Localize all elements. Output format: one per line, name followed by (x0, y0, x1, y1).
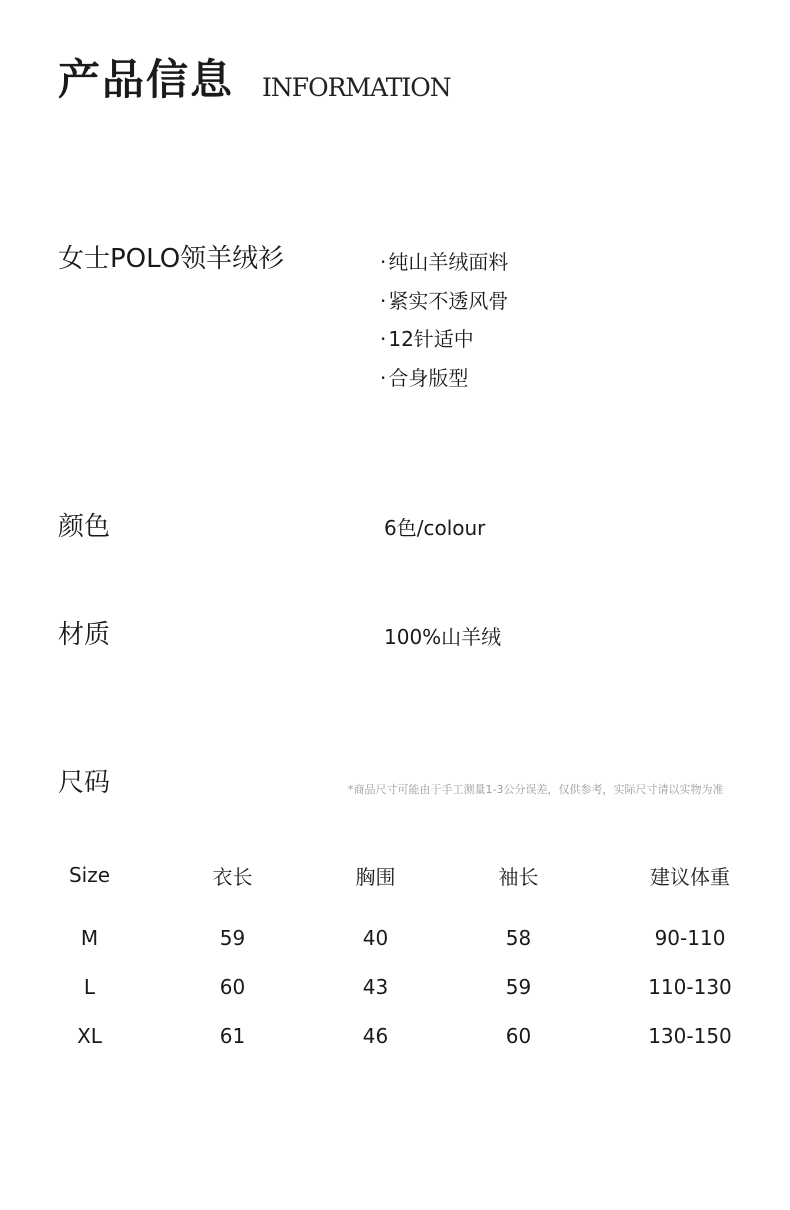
feature-item: · 12针适中 (380, 320, 508, 359)
table-cell: 46 (362, 1023, 389, 1048)
table-cell: 43 (362, 974, 389, 999)
feature-item: · 紧实不透风骨 (380, 282, 508, 321)
feature-item: · 纯山羊绒面料 (380, 243, 508, 282)
color-label: 颜色 (58, 512, 111, 542)
page-title: 产品信息 (58, 55, 235, 104)
material-label: 材质 (58, 620, 111, 650)
table-cell: 40 (362, 925, 389, 950)
column-header: 胸围 (355, 864, 396, 889)
table-row (18, 962, 790, 1011)
table-cell: 110-130 (648, 974, 732, 999)
material-value: 100%山羊绒 (384, 625, 502, 649)
table-cell: 90-110 (654, 925, 726, 950)
table-cell: XL (77, 1023, 102, 1048)
column-header: 袖长 (498, 864, 539, 889)
size-table (18, 853, 790, 1060)
feature-item: · 合身版型 (380, 359, 508, 398)
table-cell: 61 (219, 1023, 246, 1048)
table-row (18, 897, 790, 962)
column-header: Size (68, 863, 111, 887)
table-cell: 58 (505, 925, 532, 950)
feature-list (380, 243, 508, 397)
size-label: 尺码 (58, 768, 111, 798)
column-header: 建议体重 (650, 864, 730, 889)
color-value: 6色/colour (384, 516, 486, 540)
table-cell: 60 (505, 1023, 532, 1048)
table-header-row (18, 853, 790, 897)
column-header: 衣长 (212, 864, 253, 889)
table-cell: 59 (219, 925, 246, 950)
table-cell: 60 (219, 974, 246, 999)
size-note: *商品尺寸可能由于手工测量1-3公分误差，仅供参考，实际尺寸请以实物为准 (348, 783, 724, 796)
table-cell: 59 (505, 974, 532, 999)
table-cell: L (83, 974, 96, 999)
page-subtitle: INFORMATION (262, 73, 451, 102)
product-name: 女士POLO领羊绒衫 (58, 244, 285, 274)
table-cell: M (80, 925, 99, 950)
table-cell: 130-150 (648, 1023, 732, 1048)
table-row (18, 1011, 790, 1060)
